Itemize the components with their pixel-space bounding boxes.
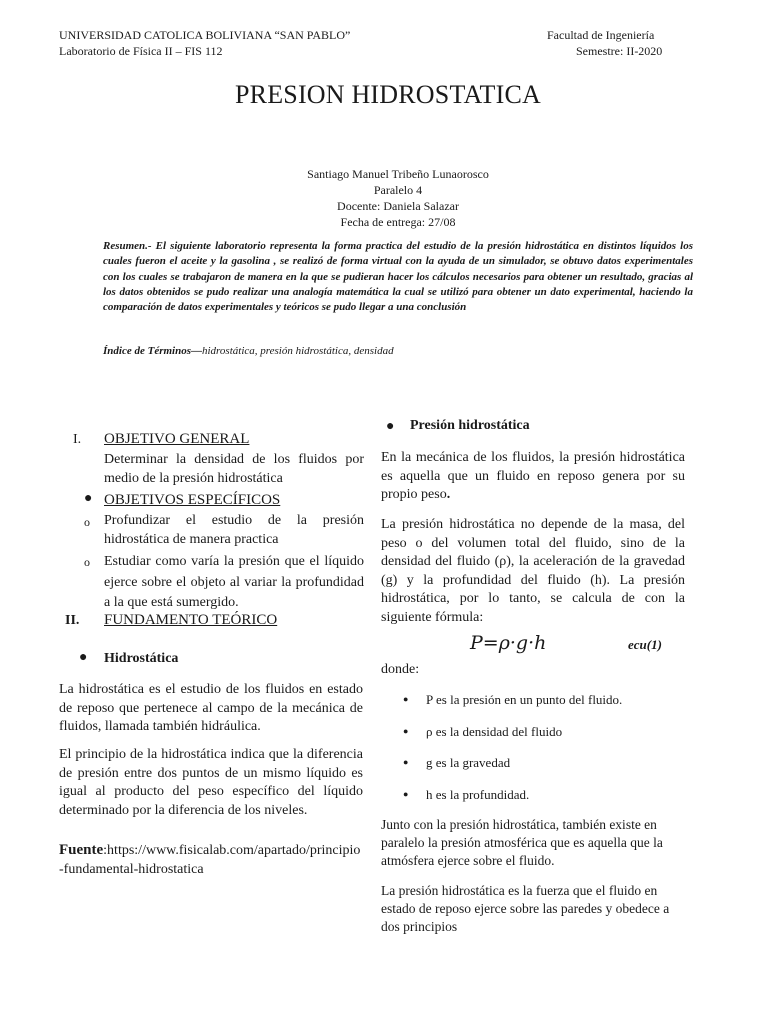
- specific-objective-2: Estudiar como varía la presión que el líquido ejerce sobre el objeto al variar la profundidad a la que está sumergido.: [104, 554, 364, 610]
- source-url: :https://www.fisicalab.com/apartado/principio-fundamental-hidrostatica: [59, 843, 361, 877]
- bullet-icon: ●: [79, 650, 88, 665]
- source-label: Fuente: [59, 842, 104, 858]
- specific-objective-1: Profundizar el estudio de la presión hidrostática de manera practica: [104, 513, 364, 547]
- variable-item-p: P es la presión en un punto del fluido.: [426, 692, 623, 707]
- section-1-title: OBJETIVO GENERAL: [104, 431, 250, 447]
- presion-paragraph-1: [381, 449, 685, 505]
- variable-item-rho: ρ es la densidad del fluido: [426, 724, 563, 739]
- variable-item-g: g es la gravedad: [426, 755, 511, 770]
- donde-label: donde:: [381, 662, 420, 677]
- paralelo: Paralelo 4: [373, 183, 423, 197]
- presion-paragraph-1-period: .: [446, 487, 451, 502]
- index-terms-label: Índice de Términos—: [103, 345, 202, 357]
- objective-general-text: Determinar la densidad de los fluidos por medio de la presión hidrostática: [104, 452, 364, 486]
- presion-paragraph-1-text: En la mecánica de los fluidos, la presión hidrostática es aquella que un fluido en reposo genera por su propio peso: [381, 450, 685, 502]
- circle-bullet-icon: o: [84, 555, 90, 569]
- abstract: Resumen.- El siguiente laboratorio representa la forma practica del estudio de la presión hidrostática en distintos líquidos los cuales fueron el aceite y la gasolina , se realizó de forma virtual con la ayuda de un simulador, se obtuvo datos experimentales con los cuales se trabajaron de manera en la que se pudieran hacer los cálculos necesarios para obtener un resultado, gracias al los datos obtenidos se pudo realizar una analogía matemática la cual se utilizó para obtener un dato experimental, haciendo la comparación de datos experimentales y teóricos se pudo llegar a una conclusión: [103, 240, 693, 314]
- index-terms-text: hidrostática, presión hidrostática, densidad: [202, 345, 394, 357]
- bullet-icon: ●: [403, 789, 409, 799]
- page-title: PRESION HIDROSTATICA: [235, 80, 541, 109]
- section-1-number: I.: [73, 432, 82, 447]
- presion-paragraph-2: La presión hidrostática no depende de la masa, del peso o del volumen total del fluido, sino de la densidad del fluido (ρ), la aceleración de la gravedad (g) y la profundidad del fluido (h). La presión hidrostática, por lo tanto, se calcula de con la siguiente fórmula:: [381, 517, 685, 625]
- hidrostatica-heading: Hidrostática: [104, 651, 179, 666]
- bullet-icon: ●: [403, 694, 409, 704]
- semester: Semestre: II-2020: [576, 44, 663, 58]
- pressure-formula: P=ρ·g·h: [470, 632, 547, 654]
- section-2-number: II.: [65, 613, 80, 628]
- index-terms: [103, 345, 703, 357]
- hidrostatica-paragraph-1: La hidrostática es el estudio de los fluidos en estado de reposo que pertenece al campo de la mecánica de fluidos, llamada también hidráulica.: [59, 682, 363, 734]
- fecha-entrega: Fecha de entrega: 27/08: [340, 215, 456, 229]
- source-reference: [59, 841, 365, 879]
- variable-item-h: h es la profundidad.: [426, 787, 530, 802]
- bullet-icon: ●: [403, 726, 409, 736]
- circle-bullet-icon: o: [84, 515, 90, 529]
- author-name: Santiago Manuel Tribeño Lunaorosco: [307, 167, 489, 181]
- author-block: [0, 166, 768, 230]
- bullet-icon: ●: [403, 757, 409, 767]
- bullet-icon: ●: [386, 419, 395, 434]
- presion-paragraph-3: Junto con la presión hidrostática, también existe en paralelo la presión atmosférica que es aquella que la atmósfera ejerce sobre el fluido.: [381, 817, 663, 868]
- section-2-title: FUNDAMENTO TEÓRICO: [104, 612, 278, 628]
- docente: Docente: Daniela Salazar: [337, 199, 459, 213]
- presion-paragraph-4: La presión hidrostática es la fuerza que el fluido en estado de reposo ejerce sobre las paredes y obedece a dos principios: [381, 883, 670, 934]
- specific-objectives-heading: OBJETIVOS ESPECÍFICOS: [104, 492, 281, 508]
- lab-course: Laboratorio de Física II – FIS 112: [59, 44, 223, 58]
- faculty: Facultad de Ingeniería: [547, 28, 655, 42]
- equation-label: ecu(1): [628, 637, 662, 652]
- university-name: UNIVERSIDAD CATOLICA BOLIVIANA “SAN PABLO”: [59, 28, 351, 42]
- presion-hidrostatica-heading: Presión hidrostática: [410, 418, 530, 433]
- bullet-icon: ●: [84, 491, 93, 506]
- hidrostatica-paragraph-2: El principio de la hidrostática indica que la diferencia de presión entre dos puntos de un mismo líquido es igual al producto del peso específico del líquido determinado por la diferencia de los niveles.: [59, 747, 363, 818]
